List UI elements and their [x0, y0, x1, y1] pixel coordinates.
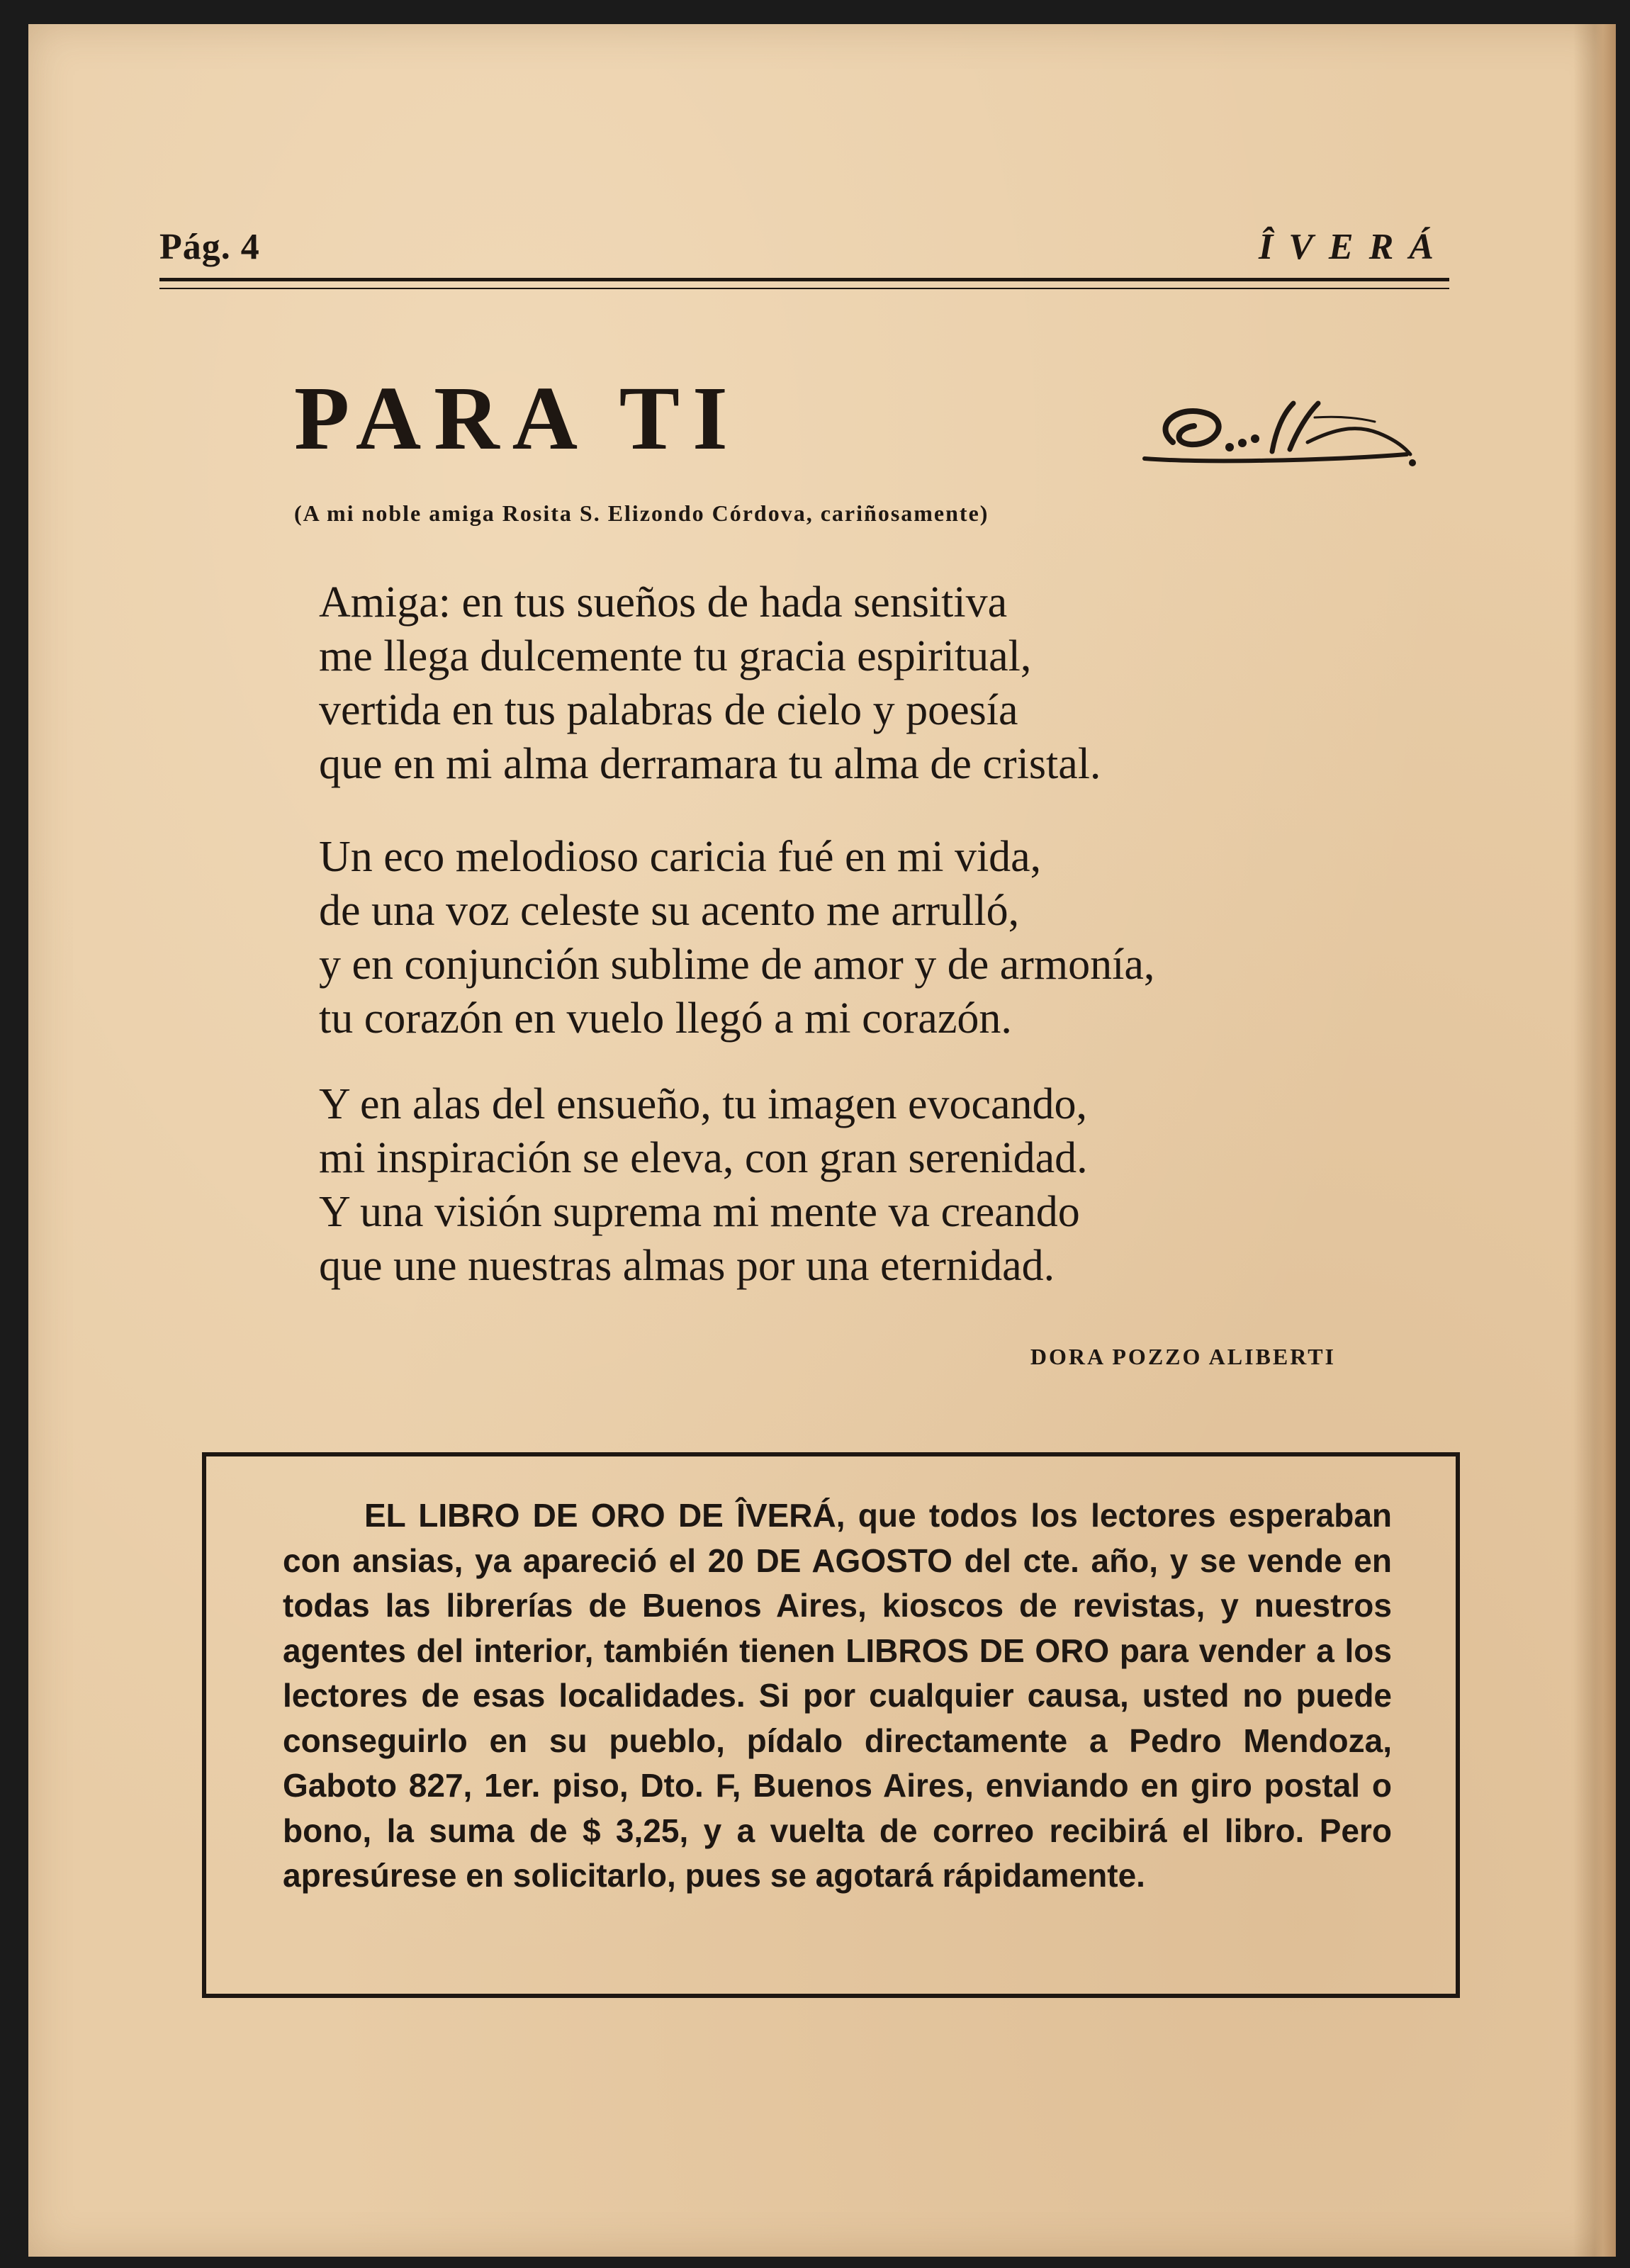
poem-line: y en conjunción sublime de amor y de armonía, [319, 941, 1155, 989]
poem-line: vertida en tus palabras de cielo y poesía [319, 686, 1018, 734]
poem-line: Y una visión suprema mi mente va creando [319, 1188, 1080, 1236]
flourish-ornament-icon [1123, 375, 1421, 481]
header-rule-thin [159, 288, 1449, 289]
magazine-page [28, 24, 1616, 2257]
poem-line: me llega dulcemente tu gracia espiritual, [319, 632, 1032, 680]
book-notice-box [202, 1452, 1460, 1998]
magazine-name: ÎVERÁ [1259, 227, 1449, 267]
poem-stanza [319, 576, 1453, 791]
poem-author: DORA POZZO ALIBERTI [1030, 1344, 1336, 1369]
page-number: Pág. 4 [159, 227, 260, 267]
poem-line: que une nuestras almas por una eternidad. [319, 1242, 1055, 1290]
poem-line: mi inspiración se eleva, con gran serenidad. [319, 1134, 1088, 1182]
poem-stanza [319, 1077, 1453, 1293]
book-notice-text: EL LIBRO DE ORO DE ÎVERÁ, que todos los lectores esperaban con ansias, ya apareció el 20 DE AGOSTO del cte. año, y se vende en todas las librerías de Buenos Aires, kioscos de revistas, y nuestros agentes del interior, también tienen LIBROS DE ORO para vender a los lectores de esas localidades. Si por cualquier causa, usted no puede conseguirlo en su pueblo, pídalo directamente a Pedro Mendoza, Gaboto 827, 1er. piso, Dto. F, Buenos Aires, enviando en giro postal o bono, la suma de $ 3,25, y a vuelta de correo recibirá el libro. Pero apresúrese en solicitarlo, pues se agotará rápidamente. [283, 1497, 1392, 1894]
poem-line: Amiga: en tus sueños de hada sensitiva [319, 578, 1008, 627]
poem-stanza [319, 830, 1453, 1045]
poem-line: de una voz celeste su acento me arrulló, [319, 887, 1020, 935]
poem-line: tu corazón en vuelo llegó a mi corazón. [319, 994, 1012, 1043]
page-edge-shadow [1573, 24, 1616, 2257]
header-rule-thick [159, 278, 1449, 281]
page-header [159, 205, 1449, 267]
poem-line: Y en alas del ensueño, tu imagen evocando, [319, 1080, 1088, 1128]
poem-dedication: (A mi noble amiga Rosita S. Elizondo Córdova, cariñosamente) [294, 500, 989, 526]
poem-line: que en mi alma derramara tu alma de cristal. [319, 740, 1101, 788]
poem-line: Un eco melodioso caricia fué en mi vida, [319, 833, 1042, 881]
poem-title: PARA TI [294, 368, 741, 468]
